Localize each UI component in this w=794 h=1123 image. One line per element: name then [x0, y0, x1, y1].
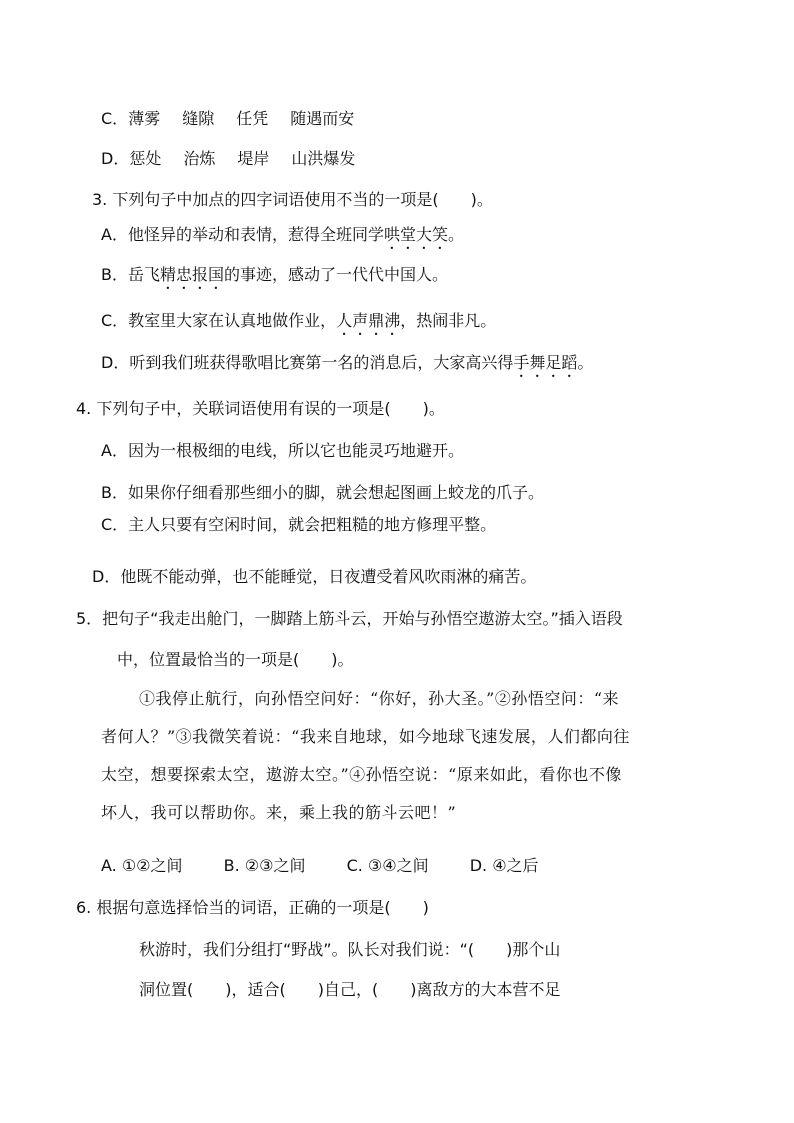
q3-option-b: B．岳飞精忠报国的事迹，感动了一代代中国人。	[101, 265, 449, 284]
q3-option-a: A．他怪异的举动和表情，惹得全班同学哄堂大笑。	[101, 225, 464, 244]
q3-option-c: C．教室里大家在认真地做作业，人声鼎沸，热闹非凡。	[101, 311, 497, 330]
q2d-word-1: 惩处	[129, 149, 162, 168]
q4-option-d: D．他既不能动弹，也不能睡觉，日夜遭受着风吹雨淋的痛苦。	[92, 567, 537, 586]
q5-passage-line-2: 者何人？”③我微笑着说：“我来自地球，如今地球飞速发展，人们都向往	[101, 727, 630, 746]
q5-passage-line-3: 太空，想要探索太空，遨游太空。”④孙悟空说：“原来如此，看你也不像	[101, 765, 622, 784]
q5-passage-line-1: ①我停止航行，向孙悟空问好：“你好，孙大圣。”②孙悟空问：“来	[139, 689, 620, 708]
q3-stem: 3. 下列句子中加点的四字词语使用不当的一项是( )。	[92, 190, 493, 209]
q3a-dotted-phrase: 哄堂大笑	[383, 225, 448, 244]
q5-stem-line-2: 中，位置最恰当的一项是( )。	[117, 650, 354, 669]
q6-stem: 6. 根据句意选择恰当的词语，正确的一项是( )	[76, 898, 429, 917]
q5-options	[101, 855, 539, 877]
q4-option-a: A．因为一根极细的电线，所以它也能灵巧地避开。	[101, 441, 464, 460]
q4-stem: 4. 下列句子中，关联词语使用有误的一项是( )。	[76, 399, 445, 418]
q2d-word-3: 堤岸	[237, 149, 270, 168]
q5-option-a: A. ①②之间	[101, 856, 183, 875]
q2-option-c: C．薄雾 缝隙 任凭 随遇而安	[101, 109, 355, 128]
q5-option-b: B. ②③之间	[223, 856, 306, 875]
q2c-word-2: 缝隙	[182, 109, 215, 128]
q5-stem-line-1: 5．把句子“我走出舱门，一脚踏上筋斗云，开始与孙悟空遨游太空。”插入语段	[76, 609, 623, 628]
q4-option-b: B．如果你仔细看那些细小的脚，就会想起图画上蛟龙的爪子。	[101, 483, 544, 502]
q2-option-d: D．惩处 治炼 堤岸 山洪爆发	[101, 149, 356, 168]
q3b-dotted-phrase: 精忠报国	[159, 265, 224, 284]
q4-option-c: C．主人只要有空闲时间，就会把粗糙的地方修理平整。	[101, 515, 497, 534]
q3-option-d: D．听到我们班获得歌唱比赛第一名的消息后，大家高兴得手舞足蹈。	[101, 353, 594, 372]
q3d-dotted-phrase: 手舞足蹈	[513, 353, 578, 372]
q2c-word-3: 任凭	[236, 109, 269, 128]
q5-passage-line-4: 坏人，我可以帮助你。来，乘上我的筋斗云吧！”	[101, 803, 457, 822]
q6-body-line-2: 洞位置( )，适合( )自己，( )离敌方的大本营不足	[139, 980, 561, 999]
q3c-dotted-phrase: 人声鼎沸	[336, 311, 401, 330]
q2c-word-1: 薄雾	[128, 109, 161, 128]
q2d-word-2: 治炼	[183, 149, 216, 168]
q2d-word-4: 山洪爆发	[291, 149, 356, 168]
q2c-word-4: 随遇而安	[290, 109, 355, 128]
q5-option-d: D. ④之后	[469, 856, 539, 875]
q5-option-c: C. ③④之间	[346, 856, 429, 875]
q6-body-line-1: 秋游时，我们分组打“野战”。队长对我们说：“( )那个山	[139, 940, 561, 959]
